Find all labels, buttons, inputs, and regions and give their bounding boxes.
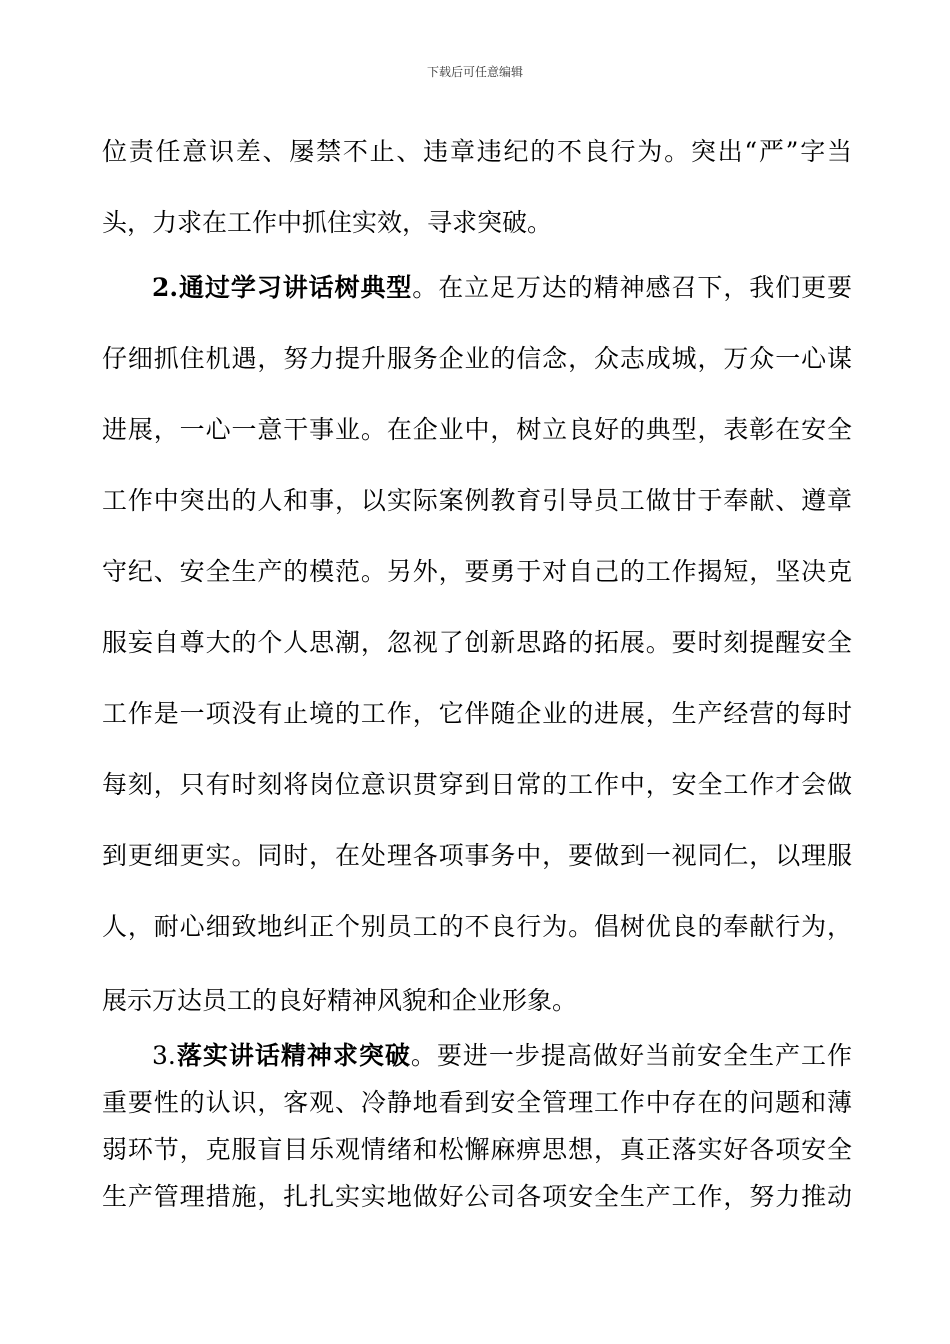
para2-line: 服妄自尊大的个人思潮，忽视了创新思路的拓展。要时刻提醒安全 [102,628,852,657]
para1-line1: 位责任意识差、屡禁不止、违章违纪的不良行为。突出“严”字当 [102,137,852,166]
para3-line: 弱环节，克服盲目乐观情绪和松懈麻痹思想，真正落实好各项安全 [102,1135,852,1164]
para3-number: 3. [152,1041,176,1070]
para1-line2: 头，力求在工作中抓住实效，寻求突破。 [102,208,553,237]
para2-line1-rest: 。在立足万达的精神感召下，我们更要 [412,273,852,302]
para2-line: 进展，一心一意干事业。在企业中，树立良好的典型，表彰在安全 [102,415,852,444]
para2-line: 守纪、安全生产的模范。另外，要勇于对自己的工作揭短，坚决克 [102,557,852,586]
para2-line: 人，耐心细致地纠正个别员工的不良行为。倡树优良的奉献行为， [102,912,852,941]
para3-line1-rest: 。要进一步提高做好当前安全生产工作 [410,1041,852,1070]
para2-last-line: 展示万达员工的良好精神风貌和企业形象。 [102,986,578,1015]
para2-line: 工作中突出的人和事，以实际案例教育引导员工做甘于奉献、遵章 [102,486,852,515]
para2-heading: 2.通过学习讲话树典型 [152,273,413,302]
para3-line: 生产管理措施，扎扎实实地做好公司各项安全生产工作，努力推动 [102,1182,852,1211]
para2-line: 工作是一项没有止境的工作，它伴随企业的进展，生产经营的每时 [102,699,852,728]
para2-line: 仔细抓住机遇，努力提升服务企业的信念，众志成城，万众一心谋 [102,344,852,373]
para3-heading: 落实讲话精神求突破 [175,1041,411,1070]
para2-line: 每刻，只有时刻将岗位意识贯穿到日常的工作中，安全工作才会做 [102,770,852,799]
para3-line1 [102,1039,852,1073]
para2-line1 [102,271,852,305]
para3-line: 重要性的认识，客观、冷静地看到安全管理工作中存在的问题和薄 [102,1088,852,1117]
para2-line: 到更细更实。同时，在处理各项事务中，要做到一视同仁，以理服 [102,841,852,870]
page-header: 下载后可任意编辑 [426,65,523,79]
